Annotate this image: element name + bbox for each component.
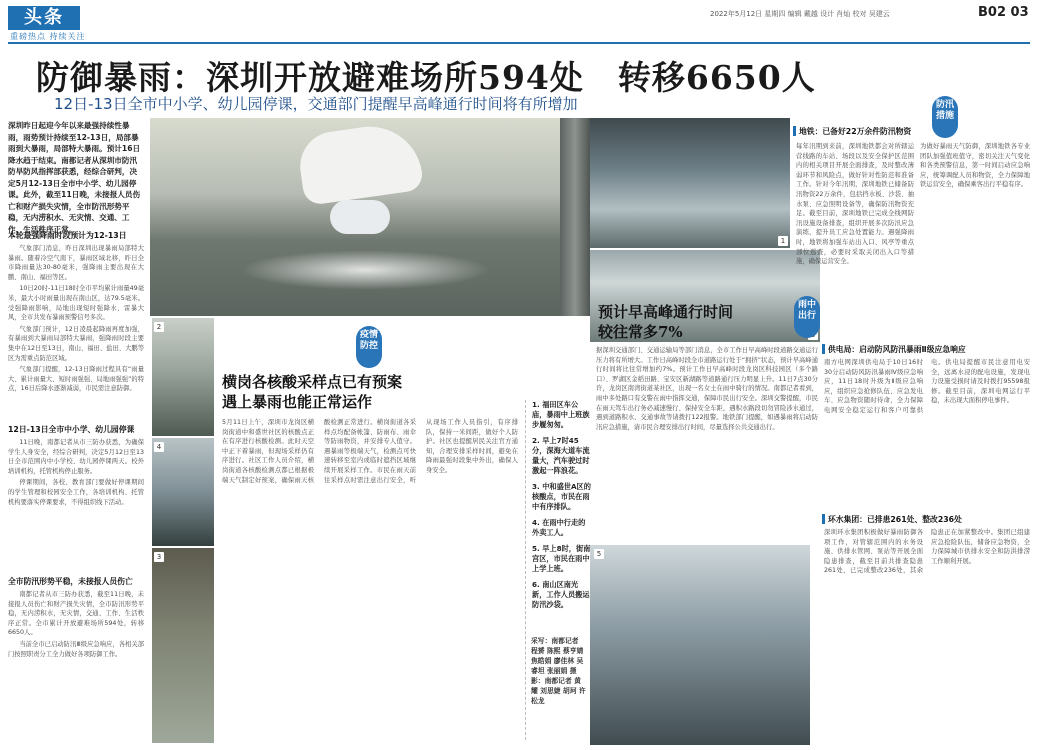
photo-flooded-street	[590, 118, 790, 248]
story-text-power: 南方电网深圳供电局于10日16时30分启动防风防汛暴雨Ⅳ级应急响应，11日18时升级为Ⅱ级应急响应，组织应急抢修队伍、应急发电车、应急物资随时待命，全力保障电网安全稳定运行和客户可靠供电。供电局提醒市民注意用电安全，远离水浸的配电设施，发现电力设施受损时请及时拨打95598报修。截至目前，深圳电网运行平稳，未出现大面积停电事件。	[824, 359, 1030, 414]
photo-number: 4	[154, 442, 164, 452]
story-text-water: 深圳环水集团积极做好暴雨防御各项工作，对管辖范围内的水务设施、供排水管网、泵站等开展全面隐患排查，截至目前共排查隐患261处，已完成整改236处，其余隐患正在加紧整改中。集团已组建应急抢险队伍，储备应急物资，全力保障城市供排水安全和防洪排涝工作顺利开展。	[824, 529, 1030, 575]
list-item: 3. 中和盛世A区的核酸点，市民在雨中有序排队。	[532, 482, 591, 511]
photo-crowd	[152, 438, 214, 546]
photo-number: 5	[594, 549, 604, 559]
paragraph: 南都记者从市三防办获悉，截至11日晚，未接报人员伤亡和财产损失灾情，全市防汛形势平稳，无内涝积水，无灾情，交通、工作、生活秩序正常。全市累计开放避难场所594处，转移6650人。	[8, 591, 144, 637]
section-heading-water: 环水集团：已排患261处、整改236处	[828, 515, 962, 524]
main-photo-splash	[240, 250, 490, 290]
paragraph: 气象部门预计，12日凌晨起降雨再度加强，有暴雨到大暴雨局部特大暴雨，强降雨时段主要集中在12日至13日，南山、福田、盐田、大鹏等区为需重点防范区域。	[8, 325, 144, 362]
photo-street	[152, 318, 214, 436]
story-title-testing: 横岗各核酸采样点已有预案 遇上暴雨也能正常运作	[222, 373, 403, 411]
story-text-metro-2: 为做好暴雨天气防御，深圳地铁各专业团队加强值班值守，密切关注天气变化和各类预警信息，第一时间启动应急响应，统筹调配人员和物资，全力保障地铁运营安全，确保乘客出行平稳有序。	[920, 143, 1030, 189]
col1-block-2	[8, 438, 144, 568]
list-item: 1. 福田区车公庙，暴雨中上班族步履匆匆。	[532, 400, 590, 429]
section-tagline: 重磅热点 持续关注	[10, 32, 86, 41]
page-subhead: 12日-13日全市中小学、幼儿园停课，交通部门提醒早高峰通行时间将有所增加	[54, 95, 578, 113]
list-item: 6. 南山区南光新，工作人员搬运防汛沙袋。	[532, 580, 590, 609]
photo-number: 1	[778, 236, 788, 246]
publication-info: 2022年5月12日 星期四 编辑 戴越 设计 肖灿 校对 吴建云	[710, 10, 890, 18]
paragraph: 气象部门消息，昨日深圳出现暴雨局部特大暴雨。随着冷空气南下，暴雨区域北移，昨日全市降雨量达30-80毫米，强降雨主要出现在大鹏、南山、福田等区。	[8, 245, 144, 281]
badge-testing: 疫情防控	[356, 326, 382, 368]
paragraph: 气象部门提醒，12-13日降雨过程具有“雨量大、累计雨量大、短时雨强强、局地雨强强”的特点，16日后降水逐渐减弱，市民需注意防御。	[8, 366, 144, 393]
section-heading-rain: 本轮最强降雨时段预计为12-13日	[8, 231, 127, 240]
masthead-rule	[8, 42, 1030, 44]
badge-metro: 防汛措施	[932, 96, 958, 138]
photo-number: 2	[154, 322, 164, 332]
lead-paragraph: 深圳昨日起迎今年以来最强持续性暴雨，雨势预计持续至12-13日，局部暴雨到大暴雨，局部特大暴雨。预计16日降水趋于结束。南都记者从深圳市防汛防旱防风指挥部获悉，经综合研判，决定5月12-13日全市中小学、幼儿园停课。此外，截至11日晚，未接报人员伤亡和财产损失灾情，全市防汛形势平稳，无内涝积水、无灾情、交通、工作、生活秩序正常。	[8, 121, 141, 234]
list-item: 5. 早上8时，街南宫区，市民在雨中上学上班。	[532, 544, 591, 573]
main-photo-pole	[560, 118, 590, 316]
credits: 采写：南都记者 程赟 陈熙 蔡亨婧 焦皓娟 廖佳林 吴睿坦 张丽娟 摄影：南都记者 黄耀 刘思婕 胡珂 许松龙	[531, 637, 586, 705]
section-heading-power: 供电局：启动防风防汛暴雨Ⅱ级应急响应	[828, 345, 966, 354]
paragraph: 10日20时-11日18时全市平均累计雨量49毫米，最大小时雨量出现在南山区，达79.5毫米。受强降雨影响，局地出现短时强降水、雷暴大风，全市共发布暴雨预警信号多次。	[8, 285, 144, 322]
badge-traffic: 雨中出行	[794, 296, 820, 338]
section-tag: 头条	[8, 6, 80, 30]
list-item: 2. 早上7时45分，深海大道车流量大，汽车驶过时激起一阵浪花。	[532, 436, 590, 475]
photo-number: 3	[154, 552, 164, 562]
section-bar	[793, 126, 796, 136]
story-text-traffic: 据深圳交通部门、交通运输局等部门消息，全市工作日早高峰时段道路交通运行压力将有所增大。工作日高峰时段全市道路运行处于“拥挤”状态，预计早高峰通行时间将比往常增加约7%。预计工作日早高峰时段龙岗区科技园区（多个路口）、罗湖区金稻田路、宝安区新湖路等道路通行压力明显上升。11日7点30分许，龙岗区南湾街道某社区，出现一名女士在雨中骑行的情况。南都记者看到，雨中多处路口有交警在雨中指挥交通，保障市民出行安全。深圳交警提醒，市民在雨天驾车出行务必减速慢行、保持安全车距，遇积水路段切勿冒险涉水通过，遇到道路积水、交通事故等请拨打122报警。地铁部门提醒，如遇暴雨将启动防汛应急措施，请市民合理安排出行时间，尽量选择公共交通出行。	[596, 347, 818, 431]
paragraph: 当前全市已启动防汛Ⅲ级应急响应，各相关部门按照职责分工全力做好各项防御工作。	[8, 640, 144, 658]
list-item: 4. 在雨中行走的外卖工人。	[532, 518, 586, 537]
section-bar	[822, 514, 825, 524]
photo-queue-umbrellas	[590, 545, 810, 745]
page-number: B02 03	[978, 5, 1029, 20]
photo-queue-people	[152, 548, 214, 743]
col1-block-1	[8, 244, 144, 420]
story-text-testing: 5月11日上午，深圳市龙岗区横岗街道中和盛世社区的核酸点正在有序进行核酸检测。此时天空中正下着暴雨，但现场采样仍有序进行。社区工作人员介绍，横岗街道各核酸检测点都已根据极端天气制定好预案，确保雨天核酸检测正常进行。横岗街道各采样点均配备帐篷、防雨布、雨伞等防雨物资，并安排专人值守。遇暴雨等极端天气，检测点可快速转移至室内或临时遮挡区域继续开展采样工作。市民在雨天前往采样点时需注意出行安全，听从现场工作人员指引，有序排队，保持一米间距，做好个人防护。社区也提醒居民关注官方通知，合理安排采样时间，避免在降雨最强时段集中外出，确保人身安全。	[222, 419, 518, 484]
section-heading-metro: 地铁：已备好22万余件防汛物资	[799, 127, 912, 136]
main-photo-shoe-2	[330, 200, 390, 234]
story-title-traffic: 预计早高峰通行时间 较往常多7%	[598, 303, 734, 341]
paragraph: 11日晚，南都记者从市三防办获悉，为确保学生人身安全，经综合研判，决定5月12日至13日全市范围内中小学校、幼儿园停课两天。校外培训机构，托管机构停止服务。	[8, 439, 144, 475]
section-bar	[822, 344, 825, 354]
paragraph: 停课期间，各校、教育部门要做好停课期间的学生管理和校园安全工作，各培训机构、托管机构要落实停课要求，不得组织线下活动。	[8, 479, 144, 506]
story-text-metro: 每年汛期到来前，深圳地铁都会对所辖运营线路的车站、场段以及安全保护区范围内的相关项目开展全面排查，及时整改薄弱环节和风险点，做好针对性防范和准备工作。针对今年汛期，深圳地铁已储备防汛物资22万余件，包括挡水板、沙袋、抽水泵、应急照明设备等，确保防汛物资充足。截至目前，深圳地铁已完成全线网防汛设施设备排查，组织开展多次防汛应急演练，提升员工应急处置能力。遇强降雨时，地铁将加强车站出入口、风亭等重点部位巡查，必要时采取关闭出入口等措施，确保运营安全。	[796, 143, 914, 266]
col1-block-3	[8, 590, 144, 745]
section-heading-school: 12日-13日全市中小学、幼儿园停课	[8, 425, 135, 434]
page-headline: 防御暴雨：深圳开放避难场所594处 转移6650人	[36, 58, 816, 97]
section-heading-safety: 全市防汛形势平稳，未接报人员伤亡	[8, 577, 133, 586]
